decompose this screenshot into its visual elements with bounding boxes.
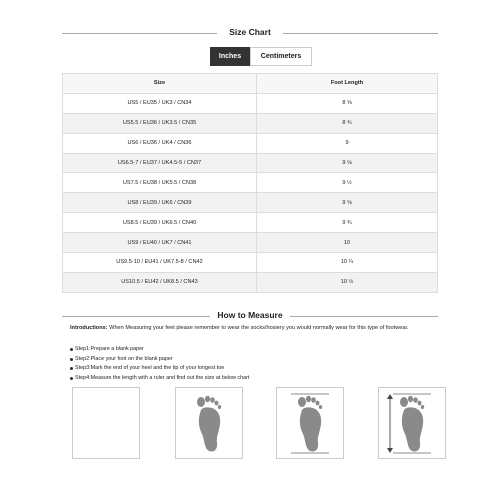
- length-cell: 8 ¾: [257, 113, 438, 133]
- size-table: [62, 73, 438, 293]
- how-to-measure-title: How to Measure: [217, 310, 283, 320]
- step-text: Step1:Prepare a blank paper: [75, 346, 144, 352]
- table-row: [63, 133, 438, 153]
- size-cell: US5 / EU35 / UK3 / CN34: [63, 93, 257, 113]
- table-header-row: [63, 74, 438, 94]
- step-text: Step4:Measure the length with a ruler and find out the size at below chart: [75, 374, 250, 381]
- list-item: [70, 355, 249, 365]
- length-cell: 8 ⅝: [257, 93, 438, 113]
- column-header-size: Size: [63, 74, 257, 94]
- table-row: [63, 253, 438, 273]
- table-row: [63, 153, 438, 173]
- size-cell: US9.5-10 / EU41 / UK7.5-8 / CN42: [63, 253, 257, 273]
- tab-inches[interactable]: Inches: [210, 47, 250, 66]
- step-text: Step3:Mark the end of your heel and the tip of your longest toe: [75, 365, 225, 371]
- step-text: Step2:Place your foot on the blank paper: [75, 355, 173, 362]
- introductions-label: Introductions:: [70, 325, 108, 331]
- tab-centimeters[interactable]: Centimeters: [250, 47, 312, 66]
- introductions-body: When Measuring your feet please remember to wear the socks/hosiery you would normally wear for this type of footwear.: [107, 325, 409, 331]
- unit-tabs: [210, 47, 312, 66]
- table-row: [63, 93, 438, 113]
- size-cell: US10.5 / EU42 / UK8.5 / CN43: [63, 272, 257, 292]
- length-cell: 9: [257, 133, 438, 153]
- footprint-icon: [176, 388, 242, 458]
- table-row: [63, 193, 438, 213]
- foot-on-paper-illustration: [175, 387, 243, 459]
- table-row: [63, 213, 438, 233]
- length-cell: 9 ⅝: [257, 193, 438, 213]
- list-item: [70, 374, 249, 384]
- table-row: [63, 113, 438, 133]
- size-cell: US5.5 / EU36 / UK3.5 / CN35: [63, 113, 257, 133]
- foot-marked-illustration: [276, 387, 344, 459]
- size-cell: US7.5 / EU38 / UK5.5 / CN38: [63, 173, 257, 193]
- footprint-measured-icon: [379, 388, 445, 458]
- size-cell: US6 / EU36 / UK4 / CN36: [63, 133, 257, 153]
- list-item: [70, 364, 249, 374]
- length-cell: 9 ⅛: [257, 153, 438, 173]
- size-cell: US6.5-7 / EU37 / UK4.5-5 / CN37: [63, 153, 257, 173]
- bullet-icon: [70, 367, 73, 370]
- table-row: [63, 272, 438, 292]
- steps-list: [70, 345, 249, 383]
- bullet-icon: [70, 348, 73, 351]
- footprint-marked-icon: [277, 388, 343, 458]
- how-to-measure-header: [62, 309, 438, 323]
- size-cell: US8.5 / EU39 / UK6.5 / CN40: [63, 213, 257, 233]
- list-item: [70, 345, 249, 355]
- size-cell: US8 / EU39 / UK6 / CN39: [63, 193, 257, 213]
- introductions-text: [70, 325, 440, 331]
- foot-measured-illustration: [378, 387, 446, 459]
- length-cell: 9 ¾: [257, 213, 438, 233]
- length-cell: 10 ¼: [257, 253, 438, 273]
- divider: [283, 33, 438, 34]
- blank-paper-illustration: [72, 387, 140, 459]
- length-cell: 10: [257, 233, 438, 253]
- size-chart-header: [62, 26, 438, 40]
- length-cell: 10 ½: [257, 272, 438, 292]
- table-row: [63, 233, 438, 253]
- divider: [290, 316, 438, 317]
- size-chart-title: Size Chart: [229, 27, 271, 37]
- bullet-icon: [70, 358, 73, 361]
- length-cell: 9 ½: [257, 173, 438, 193]
- table-row: [63, 173, 438, 193]
- column-header-foot-length: Foot Length: [257, 74, 438, 94]
- size-cell: US9 / EU40 / UK7 / CN41: [63, 233, 257, 253]
- bullet-icon: [70, 377, 73, 380]
